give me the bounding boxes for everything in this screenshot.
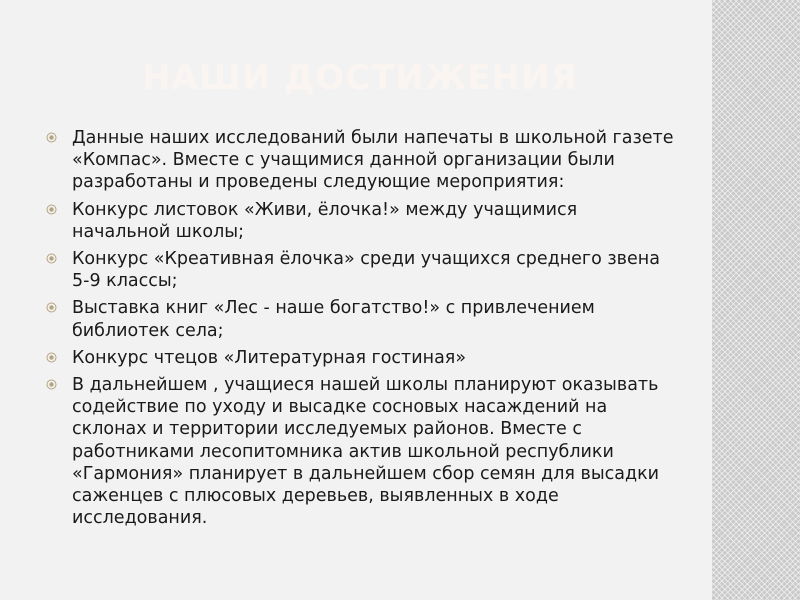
list-item-text: Конкурс чтецов «Литературная гостиная» <box>72 347 467 368</box>
circle-bullet-icon <box>46 302 57 313</box>
circle-bullet-icon <box>46 253 57 264</box>
circle-bullet-icon <box>46 379 57 390</box>
list-item <box>46 127 676 194</box>
bullet-list <box>46 127 676 534</box>
circle-bullet-icon <box>46 132 57 143</box>
decorative-side-stripe <box>712 0 800 600</box>
list-item <box>46 297 676 341</box>
list-item <box>46 199 676 243</box>
slide-title: НАШИ ДОСТИЖЕНИЯ <box>142 58 578 98</box>
list-item-text: В дальнейшем , учащиеся нашей школы планируют оказывать содействие по уходу и высадке сосновых насаждений на склонах и территории исследуемых районов. Вместе с работниками лесопитомника актив школьной республики «Гармония» планирует в дальнейшем сбор семян для высадки саженцев с плюсовых деревьев, выявленных в ходе исследования. <box>72 375 660 529</box>
list-item <box>46 374 676 529</box>
circle-bullet-icon <box>46 204 57 215</box>
list-item-text: Конкурс «Креативная ёлочка» среди учащихся среднего звена 5-9 классы; <box>72 249 660 292</box>
list-item <box>46 248 676 292</box>
list-item <box>46 347 676 369</box>
circle-bullet-icon <box>46 352 57 363</box>
list-item-text: Данные наших исследований были напечаты в школьной газете «Компас». Вместе с учащимися данной организации были разработаны и проведены следующие мероприятия: <box>72 128 674 193</box>
list-item-text: Конкурс листовок «Живи, ёлочка!» между учащимися начальной школы; <box>72 199 578 242</box>
list-item-text: Выставка книг «Лес - наше богатство!» с привлечением библиотек села; <box>72 298 595 341</box>
